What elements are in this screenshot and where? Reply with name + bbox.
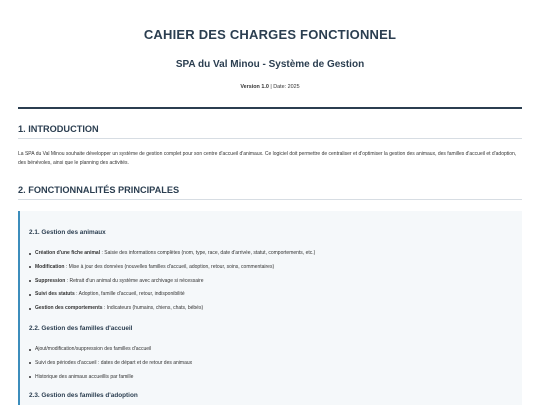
subsection-title-animaux: 2.1. Gestion des animaux	[29, 229, 106, 236]
list-animaux	[29, 251, 512, 320]
introduction-paragraph: La SPA du Val Minou souhaite développer un système de gestion complet pour son centre d'accueil d'animaux. Ce logiciel doit permettre de centraliser et d'optimiser la gestion des animaux, des familles d'accueil et d'adoption, des bénévoles, ainsi que le planning des activités.	[18, 151, 517, 166]
document-header	[0, 0, 540, 90]
date-text: | Date: 2025	[268, 84, 300, 90]
document-title: CAHIER DES CHARGES FONCTIONNEL	[143, 27, 397, 42]
fonctionnalites-panel	[18, 211, 522, 405]
subsection-title-familles-adoption: 2.3. Gestion des familles d'adoption	[29, 392, 138, 399]
list-item: Suivi des statuts : Adoption, famille d'accueil, retour, indisponibilité	[29, 292, 512, 297]
list-item: Historique des animaux accueillis par famille	[29, 375, 512, 380]
version-label: Version 1.0	[240, 84, 269, 90]
header-divider	[18, 107, 522, 109]
subsection-title-familles-accueil: 2.2. Gestion des familles d'accueil	[29, 325, 133, 332]
list-familles-accueil	[29, 347, 512, 388]
list-item: Création d'une fiche animal : Saisie des informations complètes (nom, type, race, date d'arrivée, statut, comportements, etc.)	[29, 251, 512, 256]
section-heading-introduction: 1. INTRODUCTION	[18, 124, 522, 139]
list-item: Modification : Mise à jour des données (nouvelles familles d'accueil, adoption, retour, soins, commentaires)	[29, 265, 512, 270]
list-item: Ajout/modification/suppression des familles d'accueil	[29, 347, 512, 352]
list-item: Gestion des comportements : Indicateurs (humains, chiens, chats, bébés)	[29, 306, 512, 311]
list-item: Suivi des périodes d'accueil : dates de départ et de retour des animaux	[29, 361, 512, 366]
section-heading-fonctionnalites: 2. FONCTIONNALITÉS PRINCIPALES	[18, 185, 522, 200]
list-item: Suppression : Retrait d'un animal du système avec archivage si nécessaire	[29, 279, 512, 284]
version-date-line	[0, 84, 540, 90]
document-subtitle: SPA du Val Minou - Système de Gestion	[175, 59, 365, 70]
